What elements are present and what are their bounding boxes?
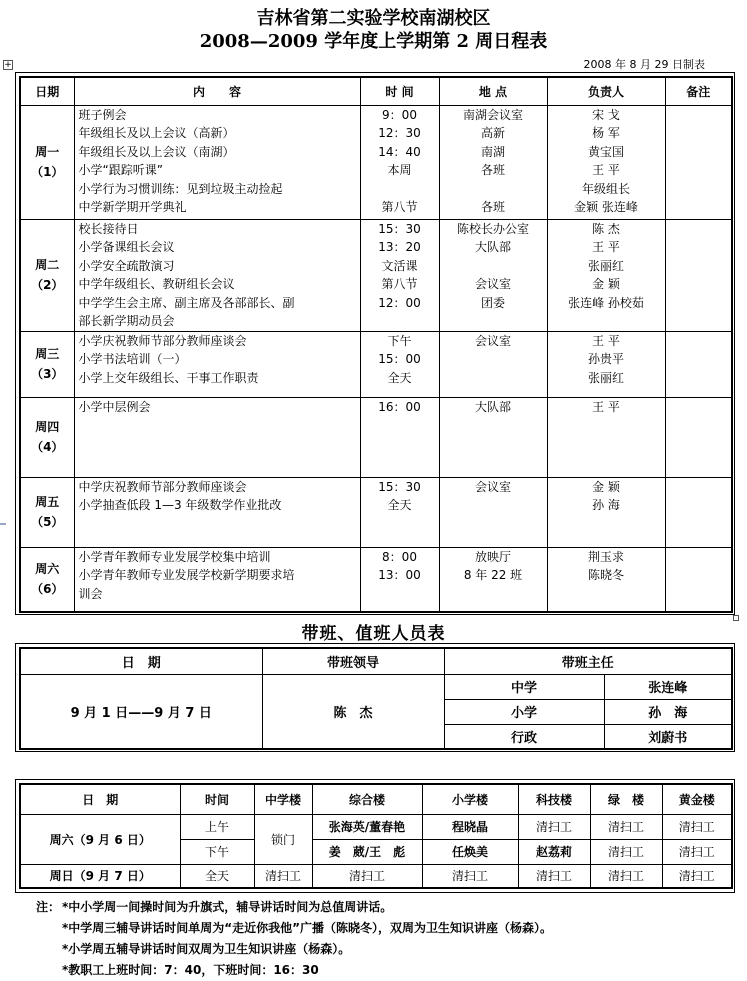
event-time: 第八节 [381,200,418,214]
event-time: 全天 [387,370,412,385]
content-cell [74,397,360,477]
bldg-header-time: 时间 [180,784,254,814]
event-time: 文活课 [381,258,418,273]
event-person: 宋 戈 [592,107,620,122]
day-label [20,477,74,547]
header-place: 地 点 [439,77,547,105]
duty-frame [15,643,735,752]
event-time: 下午 [387,333,412,348]
bldg-header-keji: 科技楼 [518,784,590,814]
event-place: 各班 [480,200,505,214]
building-header-row [20,784,732,814]
day-number: （4） [31,440,64,454]
header-remark: 备注 [665,77,732,105]
duty-leader: 陈 杰 [262,674,444,749]
duty-dept: 行政 [444,724,604,749]
event-content: 中学新学期开学典礼 [78,200,187,214]
schedule-title: 2008—2009 学年度上学期第 2 周日程表 [199,31,548,52]
day-name: 周四 [35,420,60,434]
time-cell [360,547,439,612]
event-time: 16：00 [378,399,421,414]
event-time: 14：40 [378,144,421,159]
duty-dept: 中学 [444,674,604,699]
schedule-row-mon [20,105,732,219]
bldg-sat-pm-xiaoxue: 任焕美 [422,839,518,864]
day-label [20,331,74,397]
bldg-sun-huangjin: 清扫工 [662,864,732,888]
person-cell [547,477,665,547]
bldg-sat-pm-huangjin: 清扫工 [662,839,732,864]
person-cell [547,397,665,477]
duty-dept: 小学 [444,699,604,724]
bldg-header-date: 日 期 [20,784,180,814]
event-content: 小学中层例会 [78,399,151,414]
duty-name: 刘蔚书 [604,724,732,749]
bldg-sun-keji: 清扫工 [518,864,590,888]
bldg-sat-pm-keji: 赵荔莉 [518,839,590,864]
note-line: *小学周五辅导讲话时间双周为卫生知识讲座（杨森）。 [62,942,351,956]
note-line: *中学周三辅导讲话时间单周为“走近你我他”广播（陈晓冬），双周为卫生知识讲座（杨森）。 [62,921,553,935]
place-cell [439,219,547,331]
event-content: 小学抽查低段 1—3 年级数学作业批改 [78,498,282,512]
day-name: 周三 [35,347,60,361]
event-content: 部长新学期动员会 [78,314,175,328]
bldg-header-huangjin: 黄金楼 [662,784,732,814]
duty-date: 9 月 1 日——9 月 7 日 [20,674,262,749]
event-content: 班子例会 [78,107,127,122]
time-cell [360,477,439,547]
bldg-sun-zonghe: 清扫工 [312,864,422,888]
event-content: 中学学生会主席、副主席及各部部长、副 [78,295,295,310]
time-cell [360,397,439,477]
bldg-header-zonghe: 综合楼 [312,784,422,814]
event-person: 黄宝国 [587,144,624,159]
bldg-sun-zhongxue: 清扫工 [254,864,312,888]
person-cell [547,219,665,331]
event-content: 小学上交年级组长、干事工作职责 [78,370,259,385]
event-place [440,180,547,199]
event-content: 小学行为习惯训练：见到垃圾主动捡起 [78,181,283,196]
remark-cell [665,547,732,612]
event-place: 高新 [480,126,505,140]
event-place: 放映厅 [474,549,511,564]
day-name: 周二 [35,258,60,272]
event-place: 南湖 [480,144,505,159]
event-place: 大队部 [474,399,511,414]
person-cell [547,105,665,219]
schedule-row-thu [20,397,732,477]
header-time: 时 间 [360,77,439,105]
bldg-sat-label: 周六（9 月 6 日） [20,814,180,864]
event-place: 陈校长办公室 [456,221,529,236]
content-cell [74,547,360,612]
event-time: 12：30 [378,126,421,140]
event-place: 南湖会议室 [462,107,523,122]
bldg-sat-am-keji: 清扫工 [518,814,590,839]
day-name: 周六 [35,562,60,577]
schedule-row-fri [20,477,732,547]
duty-name: 张连峰 [604,674,732,699]
event-person: 金 颖 [592,479,620,494]
remark-cell [665,219,732,331]
person-cell [547,331,665,397]
bldg-sat-zhongxue: 锁门 [254,814,312,864]
day-label [20,547,74,612]
day-name: 周五 [35,495,60,509]
event-person: 张连峰 孙校茹 [568,295,644,310]
event-place: 会议室 [474,277,511,291]
day-label [20,219,74,331]
event-time: 第八节 [381,277,418,291]
event-person: 孙贵平 [587,352,624,366]
day-label [20,105,74,219]
bldg-sat-pm-time: 下午 [180,839,254,864]
event-place: 大队部 [474,240,511,254]
remark-cell [665,397,732,477]
event-person: 陈晓冬 [587,568,624,582]
bldg-sun-time: 全天 [180,864,254,888]
remark-cell [665,331,732,397]
margin-marker [0,523,6,525]
building-row-sat-am [20,814,732,839]
event-time: 9：00 [382,107,417,122]
duty-row [20,674,732,699]
header-content: 内 容 [74,77,360,105]
event-person: 陈 杰 [592,221,620,236]
schedule-row-wed [20,331,732,397]
day-number: （1） [31,165,64,179]
day-label [20,397,74,477]
duty-header-row [20,648,732,674]
time-cell [360,219,439,331]
place-cell [439,397,547,477]
event-time: 8：00 [382,549,417,564]
event-person: 王 平 [592,399,620,414]
event-place [440,369,547,388]
event-place: 各班 [480,163,505,177]
place-cell [439,331,547,397]
event-person: 金颖 张连峰 [574,200,638,214]
day-number: （3） [31,367,64,381]
event-place [440,585,547,604]
place-cell [439,547,547,612]
event-person [548,585,665,604]
event-content: 校长接待日 [78,221,139,236]
duty-name: 孙 海 [604,699,732,724]
building-table [19,783,733,889]
schedule-row-tue [20,219,732,331]
bldg-sat-am-lv: 清扫工 [590,814,662,839]
bldg-header-xiaoxue: 小学楼 [422,784,518,814]
event-place [440,257,547,276]
table-move-handle[interactable]: + [4,60,12,70]
event-person: 张丽红 [587,258,624,273]
remark-cell [665,477,732,547]
bldg-sat-am-time: 上午 [180,814,254,839]
event-content: 小学安全疏散演习 [78,258,175,273]
event-place [440,496,547,515]
building-frame [15,779,735,893]
content-cell [74,331,360,397]
place-cell [439,477,547,547]
event-person: 荆玉求 [587,549,624,564]
note-line: *教职工上班时间：7：40，下班时间：16：30 [62,963,319,977]
event-time: 13：00 [378,568,421,582]
day-number: （6） [31,582,64,597]
bldg-sun-label: 周日（9 月 7 日） [20,864,180,888]
bldg-sat-am-huangjin: 清扫工 [662,814,732,839]
event-person: 金 颖 [592,277,620,291]
event-time: 15：00 [378,352,421,366]
event-person: 王 平 [592,163,620,177]
duty-title: 带班、值班人员表 [301,624,446,644]
event-content: 中学年级组长、教研组长会议 [78,277,235,291]
time-cell [360,331,439,397]
event-content: 小学书法培训（一） [78,352,187,366]
event-person [548,312,665,331]
notes-label: 注： [36,900,61,914]
event-place [440,312,547,331]
building-row-sun [20,864,732,888]
person-cell [547,547,665,612]
event-person: 王 平 [592,240,620,254]
bldg-sat-am-xiaoxue: 程晓晶 [422,814,518,839]
bldg-sun-lv: 清扫工 [590,864,662,888]
event-content: 小学备课组长会议 [78,240,175,254]
duty-header-leader: 带班领导 [262,648,444,674]
event-content: 小学青年教师专业发展学校新学期要求培 [78,568,295,582]
event-person: 年级组长 [581,181,630,196]
content-cell [74,219,360,331]
event-person: 杨 军 [592,126,620,140]
bldg-sun-xiaoxue: 清扫工 [422,864,518,888]
day-name: 周一 [35,145,60,159]
bldg-sat-am-zonghe: 张海英/董春艳 [312,814,422,839]
content-cell [74,105,360,219]
event-content: 训会 [78,586,103,601]
note-line: *中小学周一间操时间为升旗式，辅导讲话时间为总值周讲话。 [62,900,393,914]
event-person: 孙 海 [592,498,620,512]
bldg-header-lv: 绿 楼 [590,784,662,814]
schedule-table [19,76,733,613]
duty-header-date: 日 期 [20,648,262,674]
event-time: 12：00 [378,295,421,310]
event-content: 小学青年教师专业发展学校集中培训 [78,549,271,564]
header-date: 日期 [20,77,74,105]
bldg-sat-pm-lv: 清扫工 [590,839,662,864]
header-person: 负责人 [547,77,665,105]
event-place: 团委 [480,295,505,310]
event-content: 年级组长及以上会议（南湖） [78,144,235,159]
school-title: 吉林省第二实验学校南湖校区 [256,8,491,29]
event-time: 15：30 [378,221,421,236]
content-cell [74,477,360,547]
bldg-header-zhongxue: 中学楼 [254,784,312,814]
day-number: （5） [31,515,64,529]
event-place [440,350,547,369]
event-content: 中学庆祝教师节部分教师座谈会 [78,479,247,494]
time-cell [360,105,439,219]
event-person: 王 平 [592,333,620,348]
event-time [361,312,439,331]
made-date: 2008 年 8 月 29 日制表 [583,58,705,71]
schedule-header-row [20,77,732,105]
event-person: 张丽红 [587,370,624,385]
day-number: （2） [31,278,64,292]
event-content: 小学“跟踪听课” [78,163,163,177]
bldg-sat-pm-zonghe: 姜 葳/王 彪 [312,839,422,864]
event-time: 全天 [387,498,412,512]
event-time [361,585,439,604]
event-time: 13：20 [378,240,421,254]
notes [36,897,552,981]
event-time [361,180,439,199]
schedule-row-sat [20,547,732,612]
event-place: 会议室 [474,479,511,494]
remark-cell [665,105,732,219]
duty-table [19,647,733,750]
duty-header-teacher: 带班主任 [444,648,732,674]
schedule-frame [15,72,735,615]
event-time: 本周 [387,163,412,177]
event-place: 8 年 22 班 [463,568,523,582]
event-place: 会议室 [474,333,511,348]
event-content: 年级组长及以上会议（高新） [78,126,235,140]
place-cell [439,105,547,219]
event-time: 15：30 [378,479,421,494]
event-content: 小学庆祝教师节部分教师座谈会 [78,333,247,348]
